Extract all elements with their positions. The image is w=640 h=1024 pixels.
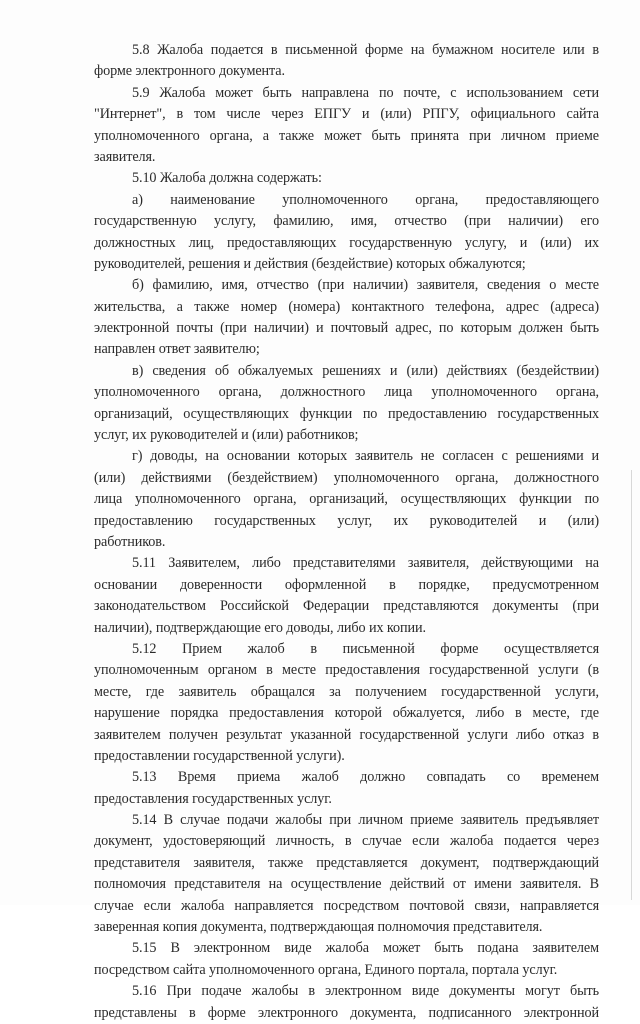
text-line: месте, где заявитель обращался за получением государственной услуги, bbox=[94, 683, 599, 700]
text-line: б) фамилию, имя, отчество (при наличии) заявителя, сведения о месте bbox=[132, 277, 599, 294]
text-line: государственную услугу, фамилию, имя, отчество (при наличии) его bbox=[94, 213, 599, 230]
text-line: основании доверенности оформленной в порядке, предусмотренном bbox=[94, 576, 599, 593]
text-line: предоставлении государственной услуги). bbox=[94, 747, 345, 764]
text-line: 5.8 Жалоба подается в письменной форме на бумажном носителе или в bbox=[132, 42, 599, 58]
text-line: 5.14 В случае подачи жалобы при личном приеме заявитель предъявляет bbox=[132, 812, 599, 829]
text-line: представителя заявителя, также представляется документ, подтверждающий bbox=[94, 854, 599, 871]
text-line: руководителей, решения и действия (бездействие) которых обжалуются; bbox=[94, 255, 526, 272]
text-line: 5.12 Прием жалоб в письменной форме осуществляется bbox=[132, 640, 599, 657]
text-line: полномочия представителя на осуществление действий от имени заявителя. В bbox=[94, 876, 599, 893]
text-line: "Интернет", в том числе через ЕПГУ и (или) РПГУ, официального сайта bbox=[94, 106, 599, 123]
text-line: электронной почты (при наличии) и почтовый адрес, по которым должен быть bbox=[94, 320, 599, 337]
text-line: услуг, их руководителей и (или) работников; bbox=[94, 427, 359, 444]
document-body bbox=[94, 40, 599, 1024]
text-line: жительства, а также номер (номера) контактного телефона, адрес (адреса) bbox=[94, 298, 599, 315]
text-line: 5.16 При подаче жалобы в электронном виде документы могут быть bbox=[132, 983, 599, 1000]
text-line: г) доводы, на основании которых заявитель не согласен с решениями и bbox=[132, 448, 599, 465]
text-line: (или) действиями (бездействием) уполномоченного органа, должностного bbox=[94, 469, 599, 486]
text-line: случае если жалоба направляется посредством почтовой связи, направляется bbox=[94, 897, 599, 914]
text-line: нарушение порядка предоставления которой обжалуется, либо в месте, где bbox=[94, 705, 599, 722]
text-line: предоставлению государственных услуг, их руководителей и (или) bbox=[94, 512, 599, 529]
text-line: законодательством Российской Федерации представляются документы (при bbox=[94, 598, 599, 615]
text-line: 5.13 Время приема жалоб должно совпадать со временем bbox=[132, 769, 599, 786]
text-line: 5.10 Жалоба должна содержать: bbox=[132, 170, 322, 187]
text-line: лица уполномоченного органа, организаций, осуществляющих функции по bbox=[94, 491, 599, 508]
text-line: представлены в форме электронного документа, подписанного электронной bbox=[94, 1004, 599, 1021]
text-line: 5.9 Жалоба может быть направлена по почте, с использованием сети bbox=[132, 84, 599, 101]
text-line: форме электронного документа. bbox=[94, 63, 285, 80]
text-line: посредством сайта уполномоченного органа, Единого портала, портала услуг. bbox=[94, 961, 558, 978]
text-line: заявителя. bbox=[94, 148, 156, 165]
text-line: наличии), подтверждающие его доводы, либо их копии. bbox=[94, 619, 426, 636]
text-line: 5.11 Заявителем, либо представителями заявителя, действующими на bbox=[132, 555, 599, 572]
text-line: организаций, осуществляющих функции по предоставлению государственных bbox=[94, 405, 599, 422]
text-line: заверенная копия документа, подтверждающая полномочия представителя. bbox=[94, 919, 543, 936]
text-line: уполномоченного органа, должностного лица уполномоченного органа, bbox=[94, 384, 599, 401]
text-line: документ, удостоверяющий личность, в случае если жалоба подается через bbox=[94, 833, 599, 850]
text-line: уполномоченного органа, а также может быть принята при личном приеме bbox=[94, 127, 599, 144]
text-line: в) сведения об обжалуемых решениях и (или) действиях (бездействии) bbox=[132, 362, 599, 379]
text-line: предоставления государственных услуг. bbox=[94, 790, 332, 807]
text-line: работников. bbox=[94, 533, 166, 550]
text-line: 5.15 В электронном виде жалоба может быть подана заявителем bbox=[132, 940, 599, 957]
text-line: заявителем получен результат указанной государственной услуги либо отказ в bbox=[94, 726, 599, 743]
text-line: а) наименование уполномоченного органа, предоставляющего bbox=[132, 191, 599, 208]
scan-edge-line bbox=[631, 470, 632, 900]
text-line: должностных лиц, предоставляющих государственную услугу, и (или) их bbox=[94, 234, 599, 251]
text-line: уполномоченным органом в месте предоставления государственной услуги (в bbox=[94, 662, 599, 679]
text-line: направлен ответ заявителю; bbox=[94, 341, 260, 358]
